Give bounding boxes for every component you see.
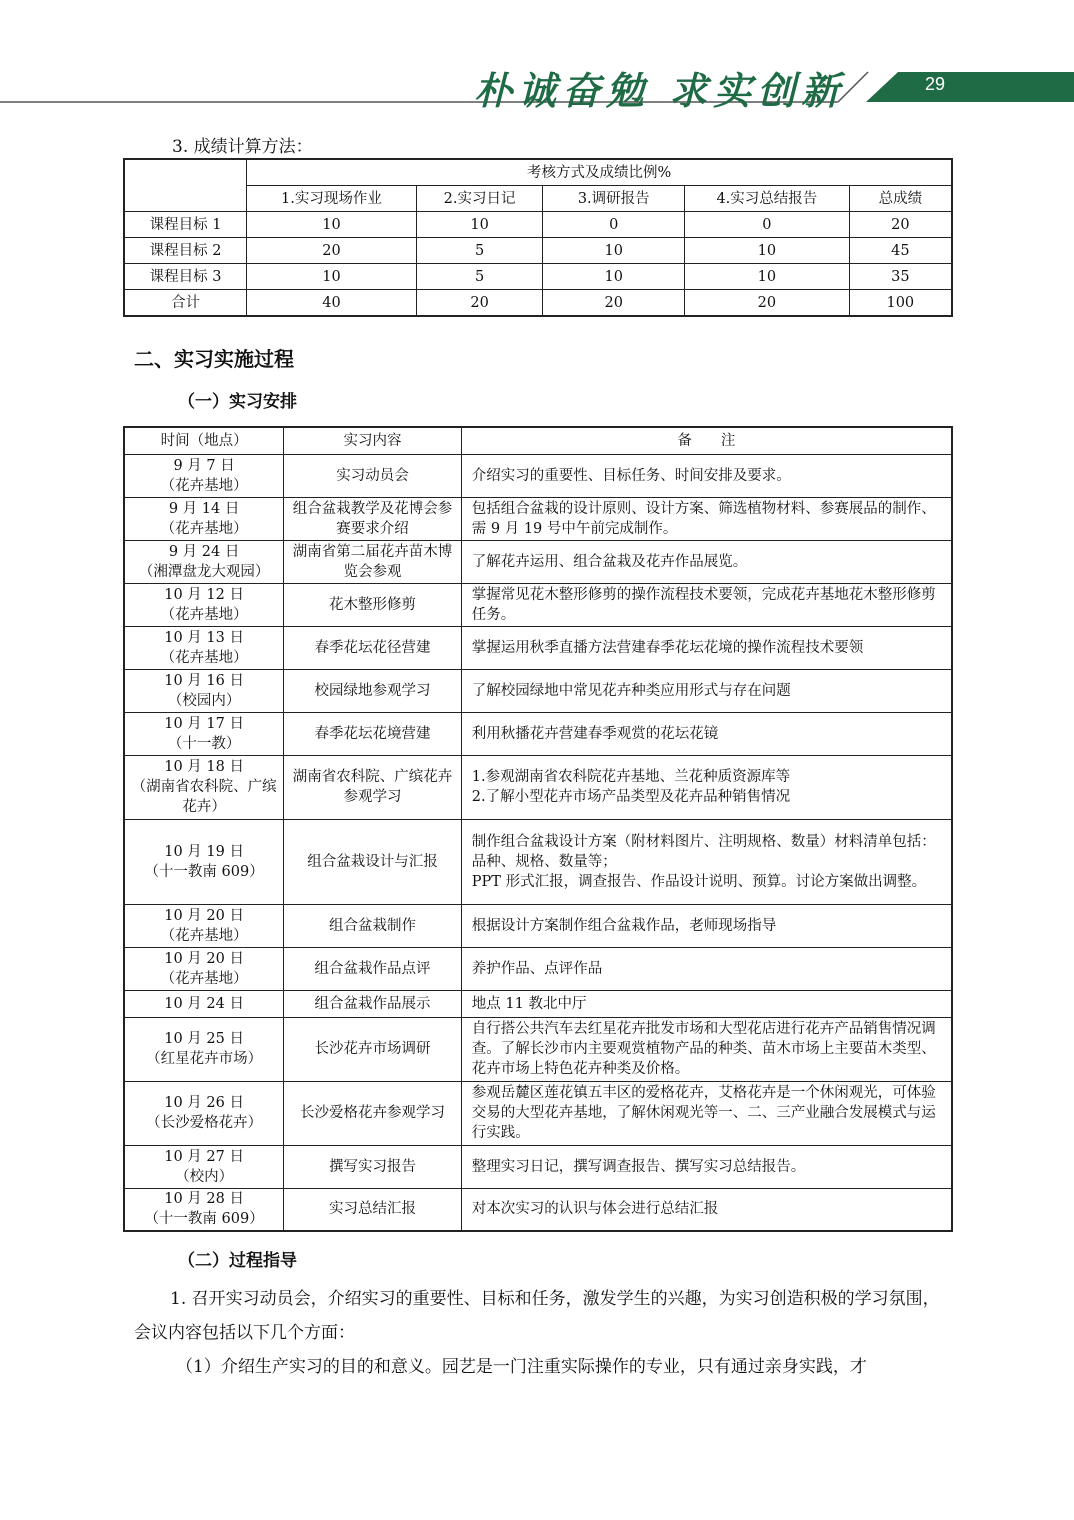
table-row xyxy=(124,1081,952,1145)
table-row xyxy=(124,626,952,669)
schedule-note-cell: 地点 11 教北中厅 xyxy=(461,990,952,1017)
schedule-content-cell: 花木整形修剪 xyxy=(284,583,462,626)
row-label: 合计 xyxy=(124,290,247,317)
schedule-note-cell: 了解校园绿地中常见花卉种类应用形式与存在问题 xyxy=(461,669,952,712)
cell: 20 xyxy=(247,238,417,264)
subsection-1-title: （一）实习安排 xyxy=(178,392,297,412)
table-row xyxy=(124,583,952,626)
schedule-time-cell: 10 月 16 日 （校园内） xyxy=(124,669,284,712)
cell: 10 xyxy=(247,264,417,290)
section-2-title: 二、实习实施过程 xyxy=(134,347,294,371)
schedule-content-cell: 组合盆栽教学及花博会参赛要求介绍 xyxy=(284,497,462,540)
schedule-time-cell: 10 月 18 日 （湖南省农科院、广缤花卉） xyxy=(124,755,284,819)
schedule-time-cell: 9 月 14 日 （花卉基地） xyxy=(124,497,284,540)
cell: 45 xyxy=(849,238,952,264)
schedule-note-cell: 包括组合盆栽的设计原则、设计方案、筛选植物材料、参赛展品的制作、需 9 月 19 号中午前完成制作。 xyxy=(461,497,952,540)
schedule-note-cell: 参观岳麓区莲花镇五丰区的爱格花卉，艾格花卉是一个休闲观光，可体验交易的大型花卉基地，了解休闲观光等一、二、三产业融合发展模式与运行实践。 xyxy=(461,1081,952,1145)
cell: 10 xyxy=(543,264,685,290)
schedule-note-cell: 整理实习日记，撰写调查报告、撰写实习总结报告。 xyxy=(461,1145,952,1188)
score-table xyxy=(123,158,953,317)
schedule-note-cell: 1.参观湖南省农科院花卉基地、兰花种质资源库等 2.了解小型花卉市场产品类型及花卉品种销售情况 xyxy=(461,755,952,819)
schedule-content-cell: 撰写实习报告 xyxy=(284,1145,462,1188)
schedule-note-cell: 对本次实习的认识与体会进行总结汇报 xyxy=(461,1188,952,1231)
table-row xyxy=(124,290,952,317)
cell: 0 xyxy=(685,212,850,238)
schedule-content-cell: 春季花坛花境营建 xyxy=(284,712,462,755)
schedule-note-cell: 掌握常见花木整形修剪的操作流程技术要领，完成花卉基地花木整形修剪任务。 xyxy=(461,583,952,626)
table-row xyxy=(124,264,952,290)
cell: 10 xyxy=(543,238,685,264)
schedule-header-note: 备 注 xyxy=(461,427,952,454)
schedule-header-time: 时间（地点） xyxy=(124,427,284,454)
table-row xyxy=(124,540,952,583)
schedule-note-cell: 利用秋播花卉营建春季观赏的花坛花镜 xyxy=(461,712,952,755)
table-row xyxy=(124,947,952,990)
schedule-note-cell: 自行搭公共汽车去红星花卉批发市场和大型花店进行花卉产品销售情况调查。了解长沙市内主要观赏植物产品的种类、苗木市场上主要苗木类型、花卉市场上特色花卉种类及价格。 xyxy=(461,1017,952,1081)
schedule-time-cell: 9 月 24 日 （湘潭盘龙大观园） xyxy=(124,540,284,583)
table-row xyxy=(124,1017,952,1081)
table-row xyxy=(124,904,952,947)
score-col-header: 4.实习总结报告 xyxy=(685,186,850,212)
table-row xyxy=(124,497,952,540)
paragraph-2: （1）介绍生产实习的目的和意义。园艺是一门注重实际操作的专业，只有通过亲身实践，才 xyxy=(176,1357,867,1377)
schedule-time-cell: 10 月 20 日 （花卉基地） xyxy=(124,947,284,990)
table-row xyxy=(124,1188,952,1231)
schedule-content-cell: 组合盆栽作品点评 xyxy=(284,947,462,990)
schedule-time-cell: 10 月 24 日 xyxy=(124,990,284,1017)
cell: 10 xyxy=(685,238,850,264)
schedule-content-cell: 组合盆栽制作 xyxy=(284,904,462,947)
score-col-header: 总成绩 xyxy=(849,186,952,212)
schedule-time-cell: 9 月 7 日 （花卉基地） xyxy=(124,454,284,497)
cell: 5 xyxy=(416,238,543,264)
schedule-time-cell: 10 月 25 日 （红星花卉市场） xyxy=(124,1017,284,1081)
row-label: 课程目标 2 xyxy=(124,238,247,264)
score-col-header: 2.实习日记 xyxy=(416,186,543,212)
cell: 10 xyxy=(685,264,850,290)
schedule-note-cell: 养护作品、点评作品 xyxy=(461,947,952,990)
cell: 20 xyxy=(543,290,685,317)
schedule-note-cell: 介绍实习的重要性、目标任务、时间安排及要求。 xyxy=(461,454,952,497)
score-column-headers xyxy=(124,186,952,212)
schedule-content-cell: 湖南省农科院、广缤花卉参观学习 xyxy=(284,755,462,819)
table-row xyxy=(124,712,952,755)
schedule-content-cell: 长沙花卉市场调研 xyxy=(284,1017,462,1081)
cell: 20 xyxy=(849,212,952,238)
schedule-note-cell: 了解花卉运用、组合盆栽及花卉作品展览。 xyxy=(461,540,952,583)
cell: 10 xyxy=(416,212,543,238)
paragraph-1: 1. 召开实习动员会，介绍实习的重要性、目标和任务，激发学生的兴趣，为实习创造积极的学习氛围，会议内容包括以下几个方面： xyxy=(134,1289,940,1343)
schedule-time-cell: 10 月 13 日 （花卉基地） xyxy=(124,626,284,669)
schedule-content-cell: 湖南省第二届花卉苗木博览会参观 xyxy=(284,540,462,583)
cell: 100 xyxy=(849,290,952,317)
schedule-content-cell: 实习动员会 xyxy=(284,454,462,497)
schedule-table xyxy=(123,426,953,1232)
cell: 20 xyxy=(416,290,543,317)
cell: 10 xyxy=(247,212,417,238)
table-row xyxy=(124,990,952,1017)
schedule-header-content: 实习内容 xyxy=(284,427,462,454)
row-label: 课程目标 3 xyxy=(124,264,247,290)
schedule-time-cell: 10 月 27 日 （校内） xyxy=(124,1145,284,1188)
section-calc-label: 3. 成绩计算方法： xyxy=(172,137,313,157)
table-row xyxy=(124,454,952,497)
cell: 35 xyxy=(849,264,952,290)
schedule-time-cell: 10 月 26 日 （长沙爱格花卉） xyxy=(124,1081,284,1145)
row-label: 课程目标 1 xyxy=(124,212,247,238)
score-corner-cell xyxy=(124,159,247,212)
table-row xyxy=(124,755,952,819)
score-group-header: 考核方式及成绩比例% xyxy=(247,159,952,186)
cell: 0 xyxy=(543,212,685,238)
schedule-content-cell: 实习总结汇报 xyxy=(284,1188,462,1231)
cell: 20 xyxy=(685,290,850,317)
schedule-note-cell: 掌握运用秋季直播方法营建春季花坛花境的操作流程技术要领 xyxy=(461,626,952,669)
page-header xyxy=(0,0,1074,113)
page-number: 29 xyxy=(924,74,946,94)
schedule-content-cell: 长沙爱格花卉参观学习 xyxy=(284,1081,462,1145)
schedule-time-cell: 10 月 19 日 （十一教南 609） xyxy=(124,819,284,904)
table-row xyxy=(124,238,952,264)
schedule-content-cell: 组合盆栽作品展示 xyxy=(284,990,462,1017)
table-row xyxy=(124,819,952,904)
table-row xyxy=(124,669,952,712)
subsection-2-title: （二）过程指导 xyxy=(178,1251,297,1271)
cell: 40 xyxy=(247,290,417,317)
table-row xyxy=(124,212,952,238)
schedule-content-cell: 校园绿地参观学习 xyxy=(284,669,462,712)
schedule-time-cell: 10 月 12 日 （花卉基地） xyxy=(124,583,284,626)
schedule-content-cell: 春季花坛花径营建 xyxy=(284,626,462,669)
score-col-header: 3.调研报告 xyxy=(543,186,685,212)
schedule-content-cell: 组合盆栽设计与汇报 xyxy=(284,819,462,904)
schedule-note-cell: 制作组合盆栽设计方案（附材料图片、注明规格、数量）材料清单包括：品种、规格、数量等； PPT 形式汇报，调查报告、作品设计说明、预算。讨论方案做出调整。 xyxy=(461,819,952,904)
schedule-header-row xyxy=(124,427,952,454)
schedule-time-cell: 10 月 20 日 （花卉基地） xyxy=(124,904,284,947)
schedule-time-cell: 10 月 28 日 （十一教南 609） xyxy=(124,1188,284,1231)
motto: 朴诚奋勉 求实创新 xyxy=(474,68,846,113)
schedule-time-cell: 10 月 17 日 （十一教） xyxy=(124,712,284,755)
cell: 5 xyxy=(416,264,543,290)
schedule-note-cell: 根据设计方案制作组合盆栽作品，老师现场指导 xyxy=(461,904,952,947)
table-row xyxy=(124,1145,952,1188)
score-col-header: 1.实习现场作业 xyxy=(247,186,417,212)
